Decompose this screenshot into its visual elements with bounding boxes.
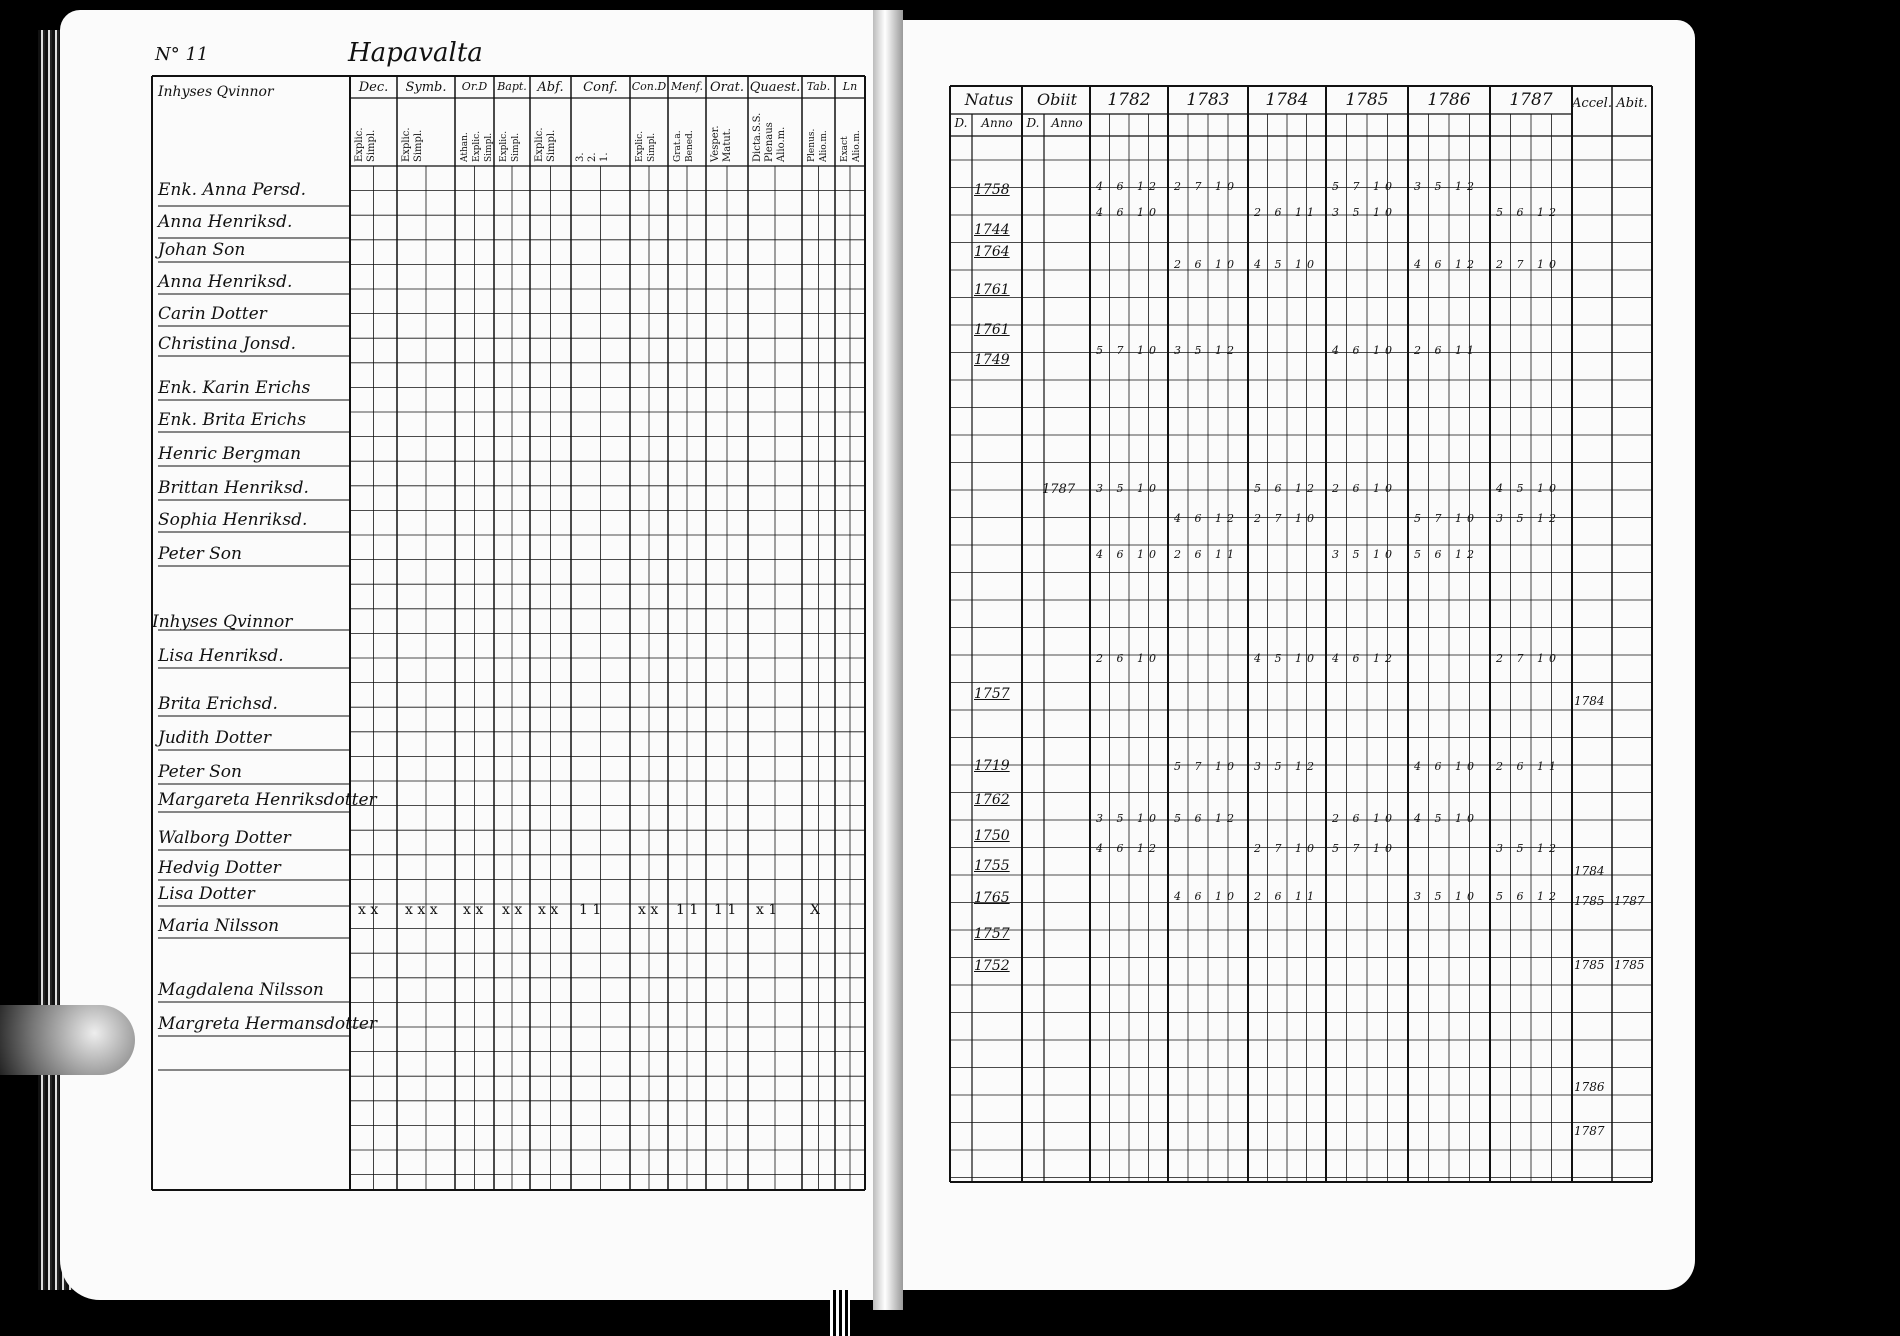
column-subheader-2: Athan. Explic. Simpl. [460,130,494,162]
year-cell-mark: 2 7 10 [1254,842,1319,855]
column-subheader-7: Grat.a. Bened. [673,130,695,162]
village-name: Hapavalta [348,38,483,68]
person-name: Hedvig Dotter [158,858,281,878]
year-cell-mark: 5 6 12 [1254,482,1319,495]
column-subheader-6: Explic. Simpl. [635,130,657,162]
year-cell-mark: 4 5 10 [1496,482,1561,495]
year-cell-mark: 2 6 11 [1414,344,1479,357]
column-header-1: Symb. [405,80,447,95]
birth-year: 1757 [974,686,1010,702]
birth-year: 1749 [974,352,1010,368]
year-cell-mark: 4 6 12 [1332,652,1397,665]
folio-number: N° 11 [155,44,209,65]
year-cell-mark: 5 6 12 [1414,548,1479,561]
year-cell-mark: 2 6 11 [1254,890,1319,903]
accel-header: Accel. [1572,96,1612,111]
abit-year: 1787 [1614,894,1645,908]
birth-year: 1719 [974,758,1010,774]
year-cell-mark: 3 5 10 [1332,548,1397,561]
column-header-2: Or.D [461,80,488,93]
birth-year: 1755 [974,858,1010,874]
person-name: Carin Dotter [158,304,267,324]
person-name: Lisa Dotter [158,884,255,904]
year-header: 1783 [1186,90,1230,110]
column-subheader-9: Dicta.S.S. Plenaus Alio.m. [752,112,787,162]
person-name: Anna Henriksd. [158,272,293,292]
year-cell-mark: 4 6 12 [1096,842,1161,855]
person-name: Peter Son [158,544,242,564]
abit-year: 1785 [1614,958,1645,972]
year-cell-mark: 2 7 10 [1496,652,1561,665]
birth-year: 1757 [974,926,1010,942]
person-name: Peter Son [158,762,242,782]
column-header-0: Dec. [358,80,389,95]
person-name: Lisa Henriksd. [158,646,284,666]
column-subheader-0: Explic. Simpl. [354,127,377,162]
accel-year: 1785 [1574,894,1605,908]
year-cell-mark: 3 5 12 [1496,842,1561,855]
year-cell-mark: 4 6 10 [1096,206,1161,219]
birth-year: 1750 [974,828,1010,844]
year-cell-mark: 5 7 10 [1332,180,1397,193]
tick-mark: x x [358,902,379,918]
year-cell-mark: 3 5 12 [1414,180,1479,193]
person-name: Enk. Brita Erichs [158,410,307,430]
accel-year: 1785 [1574,958,1605,972]
birth-year: 1761 [974,282,1010,298]
tick-mark: x x x [405,902,438,918]
person-name: Walborg Dotter [158,828,291,848]
person-name: Enk. Anna Persd. [158,180,307,200]
year-cell-mark: 4 6 12 [1414,258,1479,271]
person-name: Margreta Hermansdotter [158,1014,378,1034]
birth-year: 1764 [974,244,1010,260]
column-header-3: Bapt. [497,80,527,93]
year-cell-mark: 4 6 10 [1332,344,1397,357]
person-name: Judith Dotter [158,728,271,748]
year-cell-mark: 2 7 10 [1496,258,1561,271]
person-name: Johan Son [158,240,246,260]
accel-year: 1784 [1574,694,1605,708]
column-subheader-4: Explic. Simpl. [534,127,557,162]
column-header-9: Quaest. [749,80,801,95]
column-header-11: Ln [842,80,858,93]
person-name: Sophia Henriksd. [158,510,308,530]
year-header: 1782 [1107,90,1151,110]
birth-year: 1762 [974,792,1010,808]
person-name: Maria Nilsson [158,916,280,936]
year-header: 1786 [1427,90,1471,110]
person-name: Inhyses Qvinnor [152,612,293,632]
accel-year: 1784 [1574,864,1605,878]
year-cell-mark: 5 6 12 [1496,206,1561,219]
tick-mark: x x [638,902,659,918]
column-header-10: Tab. [806,80,831,93]
column-subheader-1: Explic. Simpl. [401,127,424,162]
obiit-year: 1787 [1042,482,1076,497]
tick-mark: x x [538,902,559,918]
tick-mark: x x [502,902,523,918]
obiit-anno-header: Anno [1051,116,1083,130]
year-cell-mark: 3 5 12 [1496,512,1561,525]
column-subheader-5: 3. 2. 1. [575,152,610,162]
year-cell-mark: 2 6 11 [1496,760,1561,773]
person-name: Christina Jonsd. [158,334,297,354]
year-cell-mark: 2 7 10 [1254,512,1319,525]
person-name: Brittan Henriksd. [158,478,309,498]
year-cell-mark: 3 5 10 [1414,890,1479,903]
column-header-4: Abf. [537,80,564,95]
year-cell-mark: 4 6 10 [1414,760,1479,773]
column-subheader-10: Plenus. Alio.m. [807,128,829,162]
year-cell-mark: 2 6 10 [1174,258,1239,271]
obiit-day-header: D. [1026,116,1040,130]
year-cell-mark: 2 6 10 [1332,812,1397,825]
year-cell-mark: 2 6 11 [1174,548,1239,561]
year-cell-mark: 3 5 10 [1096,482,1161,495]
column-header-5: Conf. [583,80,618,95]
year-cell-mark: 4 6 10 [1096,548,1161,561]
birth-year: 1752 [974,958,1010,974]
column-subheader-11: Exact Alio.m. [840,130,862,162]
year-cell-mark: 5 7 10 [1096,344,1161,357]
year-cell-mark: 4 6 12 [1174,512,1239,525]
natus-header: Natus [964,90,1014,109]
tick-mark: 1 1 [579,902,602,918]
year-header: 1787 [1509,90,1553,110]
column-header-6: Con.D [631,80,667,93]
person-name: Magdalena Nilsson [158,980,324,1000]
birth-year: 1758 [974,182,1010,198]
year-cell-mark: 3 5 10 [1096,812,1161,825]
year-cell-mark: 4 5 10 [1254,258,1319,271]
person-name: Henric Bergman [158,444,302,464]
accel-year: 1786 [1574,1080,1605,1094]
person-name: Enk. Karin Erichs [158,378,311,398]
year-cell-mark: 5 7 10 [1414,512,1479,525]
year-cell-mark: 3 5 12 [1174,344,1239,357]
year-cell-mark: 3 5 12 [1254,760,1319,773]
accel-year: 1787 [1574,1124,1605,1138]
abit-header: Abit. [1616,96,1648,111]
tick-mark: 1 1 [714,902,737,918]
year-header: 1784 [1265,90,1309,110]
natus-day-header: D. [954,116,968,130]
year-cell-mark: 5 6 12 [1496,890,1561,903]
birth-year: 1761 [974,322,1010,338]
obiit-header: Obiit [1036,90,1078,109]
year-cell-mark: 5 7 10 [1174,760,1239,773]
year-cell-mark: 4 5 10 [1254,652,1319,665]
column-header-8: Orat. [710,80,744,95]
person-name: Brita Erichsd. [158,694,278,714]
tick-mark: x 1 [756,902,778,918]
person-name: Anna Henriksd. [158,212,293,232]
person-name: Margareta Henriksdotter [158,790,377,810]
tick-mark: 1 1 [676,902,699,918]
birth-year: 1744 [974,222,1010,238]
birth-year: 1765 [974,890,1010,906]
year-cell-mark: 5 7 10 [1332,842,1397,855]
year-cell-mark: 3 5 10 [1332,206,1397,219]
natus-anno-header: Anno [981,116,1013,130]
column-header-7: Menf. [670,80,704,93]
first-column-header: Inhyses Qvinnor [158,84,274,100]
tick-mark: x x [463,902,484,918]
tick-mark: X [810,902,820,918]
year-cell-mark: 4 6 10 [1174,890,1239,903]
column-subheader-8: Vesper. Matut. [710,125,733,162]
year-cell-mark: 4 5 10 [1414,812,1479,825]
column-subheader-3: Explic. Simpl. [499,130,521,162]
year-header: 1785 [1345,90,1389,110]
year-cell-mark: 2 7 10 [1174,180,1239,193]
year-cell-mark: 2 6 10 [1096,652,1161,665]
year-cell-mark: 2 6 10 [1332,482,1397,495]
year-cell-mark: 2 6 11 [1254,206,1319,219]
year-cell-mark: 5 6 12 [1174,812,1239,825]
year-cell-mark: 4 6 12 [1096,180,1161,193]
